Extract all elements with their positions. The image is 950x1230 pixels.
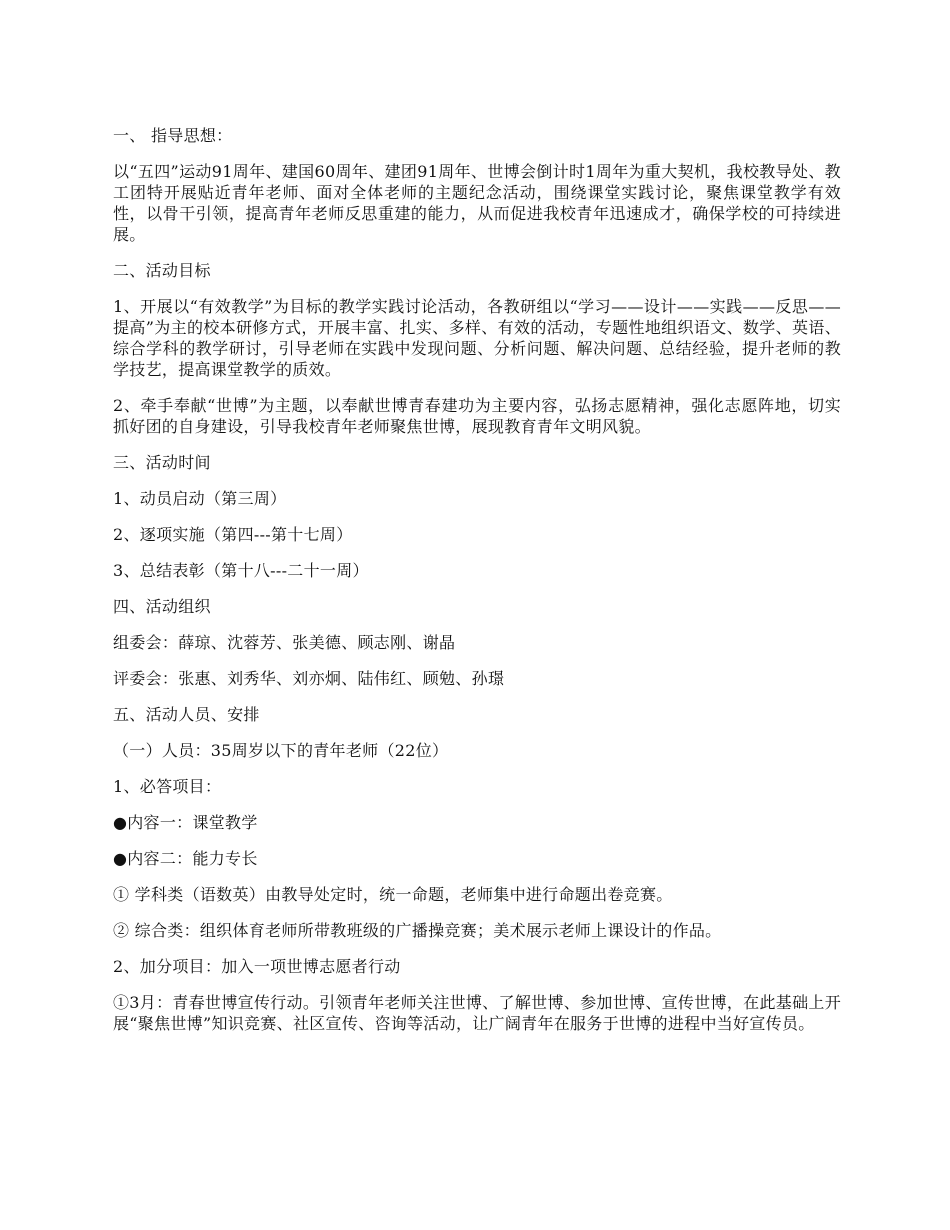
paragraph-goal-2: 2、牵手奉献“世博”为主题，以奉献世博青春建功为主要内容，弘扬志愿精神，强化志愿阵地，切实抓好团的自身建设，引导我校青年老师聚焦世博，展现教育青年文明风貌。 — [113, 396, 841, 436]
list-item-time-2: 2、逐项实施（第四---第十七周） — [113, 525, 353, 544]
section-heading-organization: 四、活动组织 — [113, 597, 211, 616]
organizing-committee: 组委会：薛琼、沈蓉芳、张美德、顾志刚、谢晶 — [113, 633, 456, 652]
paragraph-goal-1: 1、开展以“有效教学”为目标的教学实践讨论活动，各教研组以“学习——设计——实践——反思——提高”为主的校本研修方式，开展丰富、扎实、多样、有效的活动，专题性地组织语文、数学、英语、综合学科的教学研讨，引导老师在实践中发现问题、分析问题、解决问题、总结经验，提升老师的教学技艺，提高课堂教学的质效。 — [113, 297, 841, 379]
section-heading-activity-time: 三、活动时间 — [113, 453, 211, 472]
bonus-items-heading: 2、加分项目：加入一项世博志愿者行动 — [113, 957, 401, 976]
required-items-heading: 1、必答项目： — [113, 777, 222, 796]
section-heading-personnel: 五、活动人员、安排 — [113, 705, 260, 724]
paragraph-march-activity: ①3月：青春世博宣传行动。引领青年老师关注世博、了解世博、参加世博、宣传世博，在此基础上开展“聚焦世博”知识竞赛、社区宣传、咨询等活动，让广阔青年在服务于世博的进程中当好宣传员。 — [113, 993, 841, 1033]
bullet-content-1: ●内容一：课堂教学 — [113, 813, 258, 832]
paragraph-guiding-thought: 以“五四”运动91周年、建国60周年、建团91周年、世博会倒计时1周年为重大契机，我校教导处、教工团特开展贴近青年老师、面对全体老师的主题纪念活动，围绕课堂实践讨论，聚焦课堂教学有效性，以骨干引领，提高青年老师反思重建的能力，从而促进我校青年迅速成才，确保学校的可持续进展。 — [113, 162, 841, 244]
personnel-item: （一）人员：35周岁以下的青年老师（22位） — [113, 741, 449, 760]
list-item-time-1: 1、动员启动（第三周） — [113, 489, 287, 508]
list-item-time-3: 3、总结表彰（第十八---二十一周） — [113, 561, 369, 580]
section-heading-activity-goals: 二、活动目标 — [113, 261, 211, 280]
bullet-content-2: ●内容二：能力专长 — [113, 849, 258, 868]
judging-committee: 评委会：张惠、刘秀华、刘亦炯、陆伟红、顾勉、孙璟 — [113, 669, 505, 688]
list-item-comprehensive: ② 综合类：组织体育老师所带教班级的广播操竞赛；美术展示老师上课设计的作品。 — [113, 921, 722, 940]
section-heading-guiding-thought: 一、 指导思想： — [113, 126, 233, 145]
list-item-subject: ① 学科类（语数英）由教导处定时，统一命题，老师集中进行命题出卷竞赛。 — [113, 885, 673, 904]
document-page — [113, 125, 841, 1049]
